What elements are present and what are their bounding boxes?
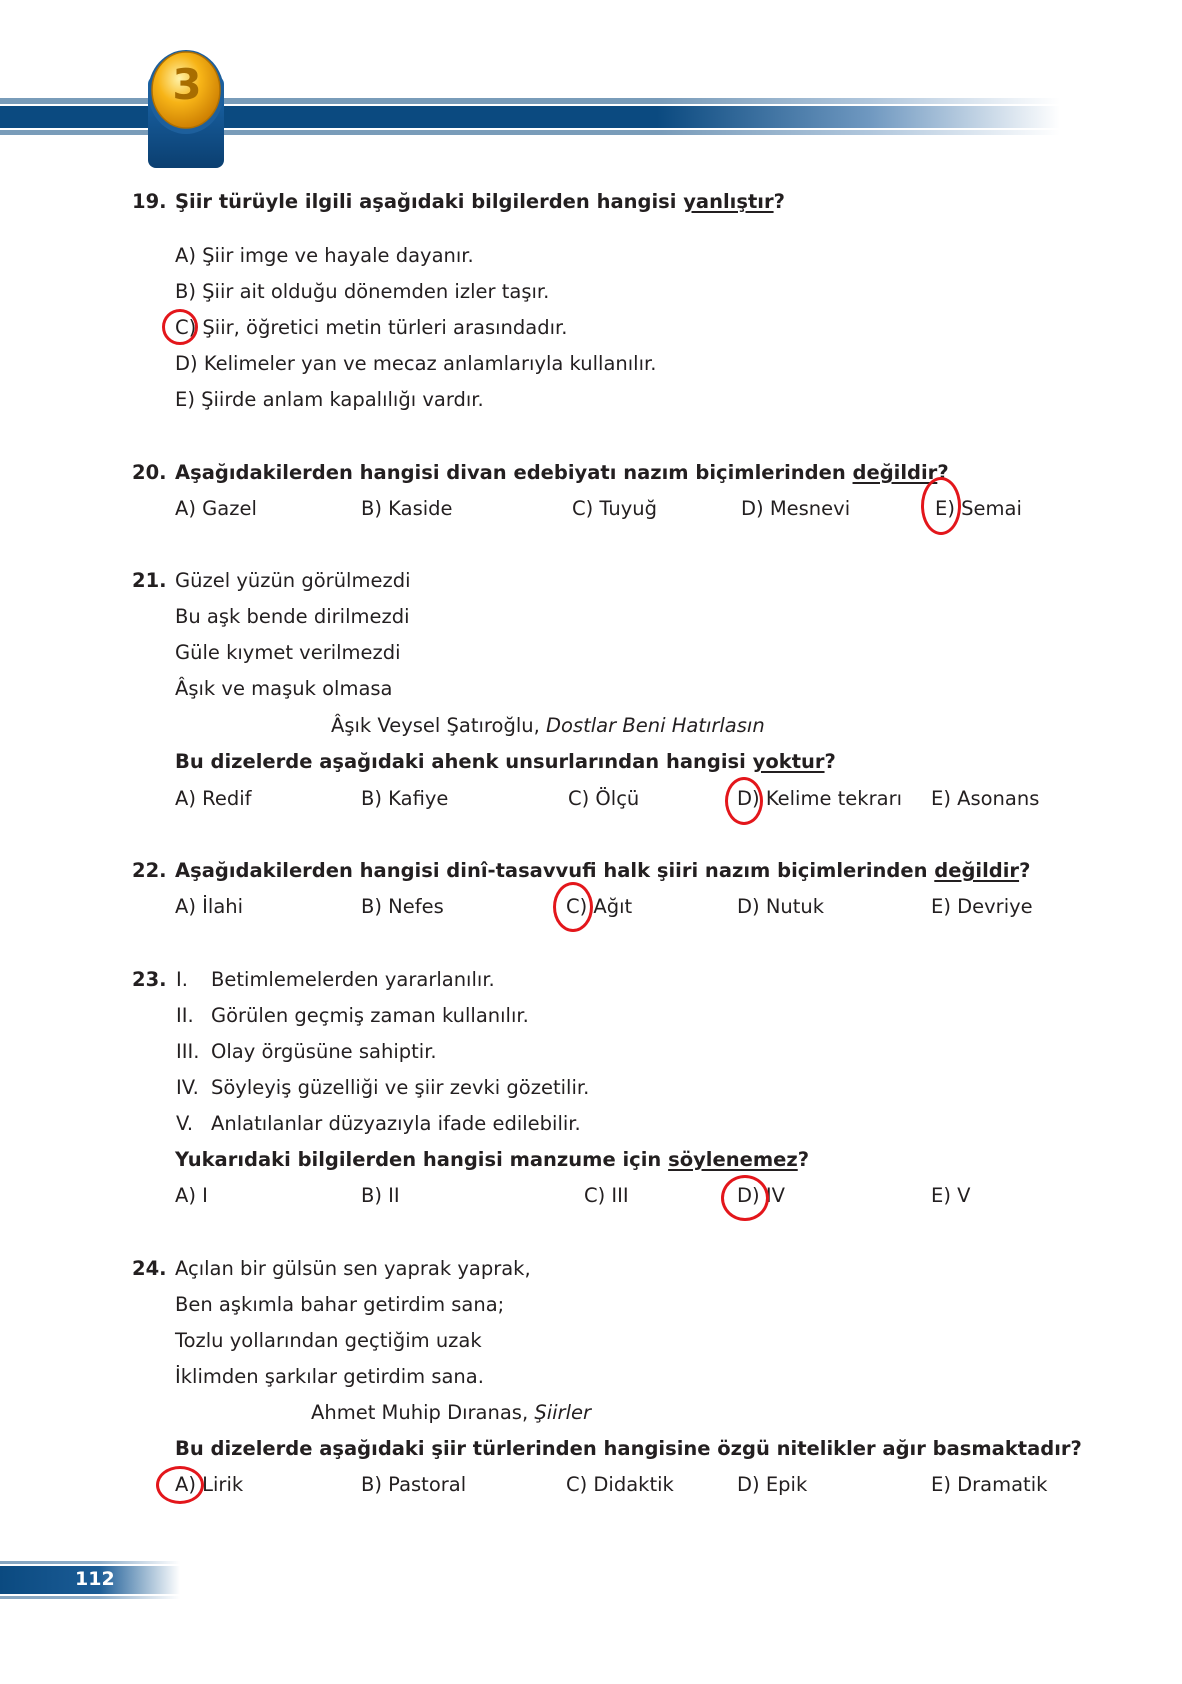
q23-option-e[interactable]: E) V xyxy=(931,1184,971,1207)
q19-option-b[interactable]: B) Şiir ait olduğu dönemden izler taşır. xyxy=(175,280,550,303)
q20-stem-key: değildir xyxy=(852,461,938,484)
q19-stem-key: yanlıştır xyxy=(683,190,774,213)
q21-option-b[interactable]: B) Kafiye xyxy=(361,787,449,810)
q23-item-2-text: Görülen geçmiş zaman kullanılır. xyxy=(211,1004,529,1027)
q23-item-1-roman: I. xyxy=(176,968,188,991)
q24-author: Ahmet Muhip Dıranas, xyxy=(311,1401,535,1424)
q20-stem xyxy=(175,460,949,486)
q24-stem: Bu dizelerde aşağıdaki şiir türlerinden hangisine özgü nitelikler ağır basmaktadır? xyxy=(175,1437,1082,1460)
q23-item-5-text: Anlatılanlar düzyazıyla ifade edilebilir. xyxy=(211,1112,581,1135)
q23-item-2-roman: II. xyxy=(176,1004,194,1027)
q23-item-3-text: Olay örgüsüne sahiptir. xyxy=(211,1040,437,1063)
q24-work: Şiirler xyxy=(534,1401,592,1424)
q24-answer-mark xyxy=(156,1466,204,1504)
q21-number: 21. xyxy=(132,569,167,592)
q21-option-d[interactable]: D) Kelime tekrarı xyxy=(737,787,902,810)
q24-option-d[interactable]: D) Epik xyxy=(737,1473,808,1496)
q20-option-c[interactable]: C) Tuyuğ xyxy=(572,497,658,520)
q19-number: 19. xyxy=(132,190,167,213)
page-number: 112 xyxy=(75,1568,115,1590)
q23-answer-mark xyxy=(721,1175,769,1221)
q19-option-c[interactable]: C) Şiir, öğretici metin türleri arasındadır. xyxy=(175,316,568,339)
q21-verse-1: Güzel yüzün görülmezdi xyxy=(175,569,411,592)
q22-answer-mark xyxy=(553,882,593,932)
q19-stem-text: Şiir türüyle ilgili aşağıdaki bilgilerden hangisi xyxy=(175,190,684,213)
q22-stem-end: ? xyxy=(1019,859,1031,882)
q20-option-d[interactable]: D) Mesnevi xyxy=(741,497,851,520)
q22-number: 22. xyxy=(132,859,167,882)
q23-stem-key: söylenemez xyxy=(668,1148,798,1171)
q23-option-d[interactable]: D) IV xyxy=(737,1184,785,1207)
q23-stem-end: ? xyxy=(797,1148,810,1171)
q21-work: Dostlar Beni Hatırlasın xyxy=(546,714,765,737)
q19-stem xyxy=(175,189,785,215)
q20-number: 20. xyxy=(132,461,167,484)
q23-option-c[interactable]: C) III xyxy=(584,1184,629,1207)
q21-option-c[interactable]: C) Ölçü xyxy=(568,787,640,810)
q21-author: Âşık Veysel Şatıroğlu, xyxy=(331,714,547,737)
q23-item-4-roman: IV. xyxy=(176,1076,199,1099)
q24-verse-2: Ben aşkımla bahar getirdim sana; xyxy=(175,1293,505,1316)
q23-item-1-text: Betimlemelerden yararlanılır. xyxy=(211,968,495,991)
q24-option-b[interactable]: B) Pastoral xyxy=(361,1473,467,1496)
q24-source xyxy=(311,1400,591,1426)
q19-answer-mark xyxy=(162,309,198,345)
q21-stem xyxy=(175,749,836,775)
q23-stem xyxy=(175,1147,809,1173)
q19-option-d[interactable]: D) Kelimeler yan ve mecaz anlamlarıyla kullanılır. xyxy=(175,352,657,375)
q23-stem-text: Yukarıdaki bilgilerden hangisi manzume için xyxy=(175,1148,669,1171)
q21-answer-mark xyxy=(725,777,763,825)
chapter-badge xyxy=(146,46,228,172)
q22-option-d[interactable]: D) Nutuk xyxy=(737,895,825,918)
q23-option-a[interactable]: A) I xyxy=(175,1184,208,1207)
q22-option-a[interactable]: A) İlahi xyxy=(175,895,244,918)
q24-verse-1: Açılan bir gülsün sen yaprak yaprak, xyxy=(175,1257,531,1280)
q22-stem-text: Aşağıdakilerden hangisi dinî-tasavvufi halk şiiri nazım biçimlerinden xyxy=(175,859,935,882)
q23-option-b[interactable]: B) II xyxy=(361,1184,400,1207)
q22-stem xyxy=(175,858,1030,884)
chapter-number: 3 xyxy=(172,60,202,109)
q23-item-4-text: Söyleyiş güzelliği ve şiir zevki gözetilir. xyxy=(211,1076,590,1099)
q19-option-a[interactable]: A) Şiir imge ve hayale dayanır. xyxy=(175,244,474,267)
q22-stem-key: değildir xyxy=(934,859,1020,882)
q21-stem-text: Bu dizelerde aşağıdaki ahenk unsurlarından hangisi xyxy=(175,750,753,773)
q21-option-e[interactable]: E) Asonans xyxy=(931,787,1040,810)
q19-stem-end: ? xyxy=(773,190,785,213)
q20-answer-mark xyxy=(921,477,961,535)
q19-option-e[interactable]: E) Şiirde anlam kapalılığı vardır. xyxy=(175,388,484,411)
q20-option-a[interactable]: A) Gazel xyxy=(175,497,257,520)
q22-option-c[interactable]: C) Ağıt xyxy=(566,895,633,918)
q22-option-b[interactable]: B) Nefes xyxy=(361,895,444,918)
q21-stem-end: ? xyxy=(824,750,836,773)
q23-number: 23. xyxy=(132,968,167,991)
q24-option-c[interactable]: C) Didaktik xyxy=(566,1473,674,1496)
q21-verse-3: Güle kıymet verilmezdi xyxy=(175,641,401,664)
q24-option-e[interactable]: E) Dramatik xyxy=(931,1473,1048,1496)
q21-stem-key: yoktur xyxy=(752,750,825,773)
q21-source xyxy=(331,713,765,739)
q24-verse-4: İklimden şarkılar getirdim sana. xyxy=(175,1365,484,1388)
q23-item-5-roman: V. xyxy=(176,1112,194,1135)
q21-option-a[interactable]: A) Redif xyxy=(175,787,252,810)
q21-verse-4: Âşık ve maşuk olmasa xyxy=(175,677,393,700)
q23-item-3-roman: III. xyxy=(176,1040,200,1063)
q20-stem-text: Aşağıdakilerden hangisi divan edebiyatı nazım biçimlerinden xyxy=(175,461,853,484)
q22-option-e[interactable]: E) Devriye xyxy=(931,895,1033,918)
q20-option-e[interactable]: E) Semai xyxy=(935,497,1022,520)
q24-option-a[interactable]: A) Lirik xyxy=(175,1473,244,1496)
q21-verse-2: Bu aşk bende dirilmezdi xyxy=(175,605,410,628)
q20-option-b[interactable]: B) Kaside xyxy=(361,497,453,520)
q24-number: 24. xyxy=(132,1257,167,1280)
q20-stem-end: ? xyxy=(937,461,949,484)
q24-verse-3: Tozlu yollarından geçtiğim uzak xyxy=(175,1329,482,1352)
